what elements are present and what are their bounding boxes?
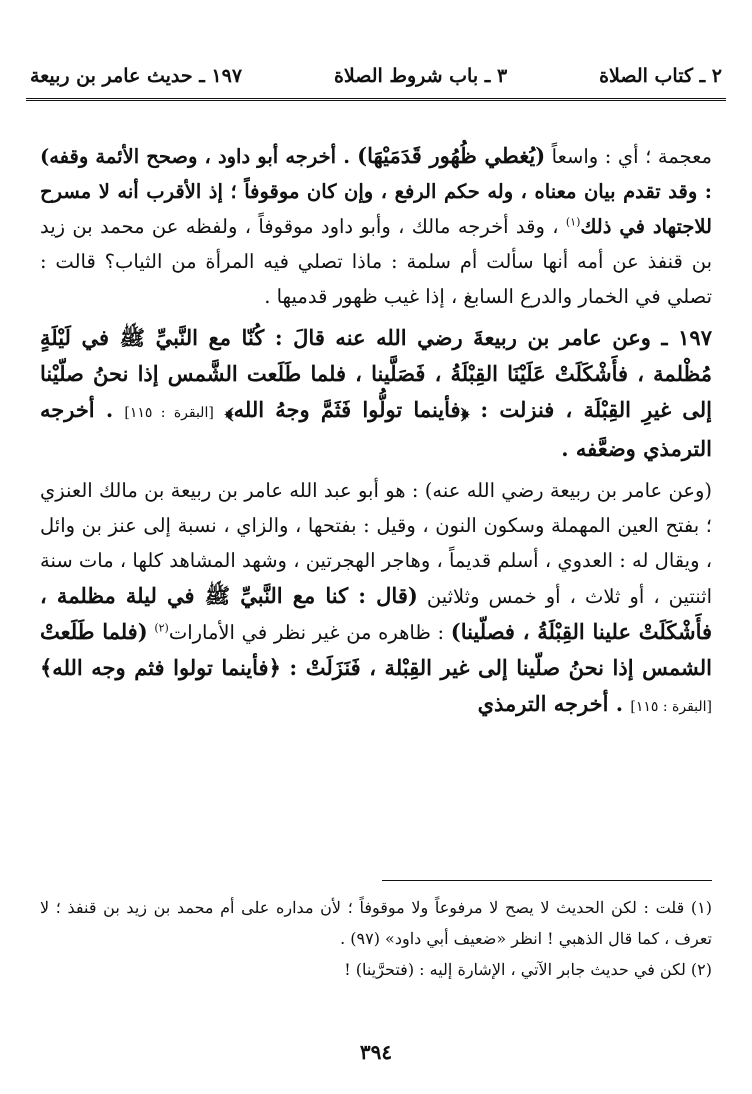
header-chapter-title: ٣ ـ باب شروط الصلاة	[333, 65, 508, 87]
footnote-1: (١) قلت : لكن الحديث لا يصح لا مرفوعاً ولا موقوفاً ؛ لأن مداره على أم محمد بن زيد بن قنفذ ؛ لا تعرف ، كما قال الذهبي ! انظر «ضعيف أبي داود» (٩٧) .	[40, 898, 712, 948]
footnote-divider	[382, 880, 712, 881]
commentary-paragraph-1: معجمة ؛ أي : واسعاً (يُغطي ظُهُور قَدَمَيْهَا) . أخرجه أبو داود ، وصحح الأئمة وقفه) : وقد تقدم بيان معناه ، وله حكم الرفع ، وإن كان موقوفاً ؛ إذ الأقرب أنه لا مسرح للاجتهاد في ذلك$^{(١)}$ ، وقد أخرجه مالك ، وأبو داود موقوفاً ، ولفظه عن محمد بن زيد بن قنفذ عن أمه أنها سألت أم سلمة : ماذا تصلي فيه المرأة من الثياب؟ قالت : تصلي في الخمار والدرع السابغ ، إذا غيب ظهور قدميها .	[40, 143, 712, 308]
header-divider	[26, 98, 726, 101]
commentary-paragraph-2: (وعن عامر بن ربيعة رضي الله عنه) : هو أبو عبد الله عامر بن ربيعة بن مالك العنزي ؛ بفتح العين المهملة وسكون النون ، وقيل : بفتحها ، والزاي ، نسبة إلى عنز بن وائل ، ويقال له : العدوي ، أسلم قديماً ، وهاجر الهجرتين ، وشهد المشاهد كلها ، مات سنة اثنتين ، أو ثلاث ، أو خمس وثلاثين (قال : كنا مع النَّبيِّ ﷺ في ليلة مظلمة ، فأَشْكَلَتْ علينا القِبْلَةُ ، فصلّينا) : ظاهره من غير نظر في الأمارات$^{(٢)}$ (فلما طَلَعتْ الشمس إذا نحنُ صلّينا إلى غير القِبْلة ، فَنَزَلَتْ : ﴿فأينما تولوا فثم وجه الله﴾ [البقرة : ١١٥] . أخرجه الترمذي	[40, 479, 712, 716]
hadith-paragraph: ١٩٧ ـ وعن عامر بن ربيعةَ رضي الله عنه قالَ : كُنّا مع النَّبيِّ ﷺ في لَيْلَةٍ مُظْلمة ، فأَشْكَلَتْ عَلَيْنَا القِبْلَةُ ، فَصَلَّينا ، فلما طَلَعت الشَّمس إذا نحنُ صلّيْنا إلى غيرِ القِبْلَة ، فنزلت : ﴿فأينما تولُّوا فَثَمَّ وجهُ الله﴾ [البقرة : ١١٥] . أخرجه الترمذي وضعَّفه .	[40, 325, 712, 461]
quran-reference: [البقرة : ١١٥]	[630, 699, 712, 715]
header-hadith-title: ١٩٧ ـ حديث عامر بن ربيعة	[30, 65, 243, 87]
running-header	[30, 60, 722, 92]
header-book-title: ٢ ـ كتاب الصلاة	[599, 65, 722, 87]
footnote-2: (٢) لكن في حديث جابر الآتي ، الإشارة إليه : (فتحرَّينا) !	[344, 960, 712, 979]
footnotes	[40, 892, 712, 985]
page-number: ٣٩٤	[359, 1040, 393, 1064]
main-text	[40, 138, 712, 725]
footnote-marker-1: (١)	[565, 215, 581, 229]
quran-reference: [البقرة : ١١٥]	[124, 405, 214, 421]
footnote-marker-2: (٢)	[154, 621, 169, 635]
